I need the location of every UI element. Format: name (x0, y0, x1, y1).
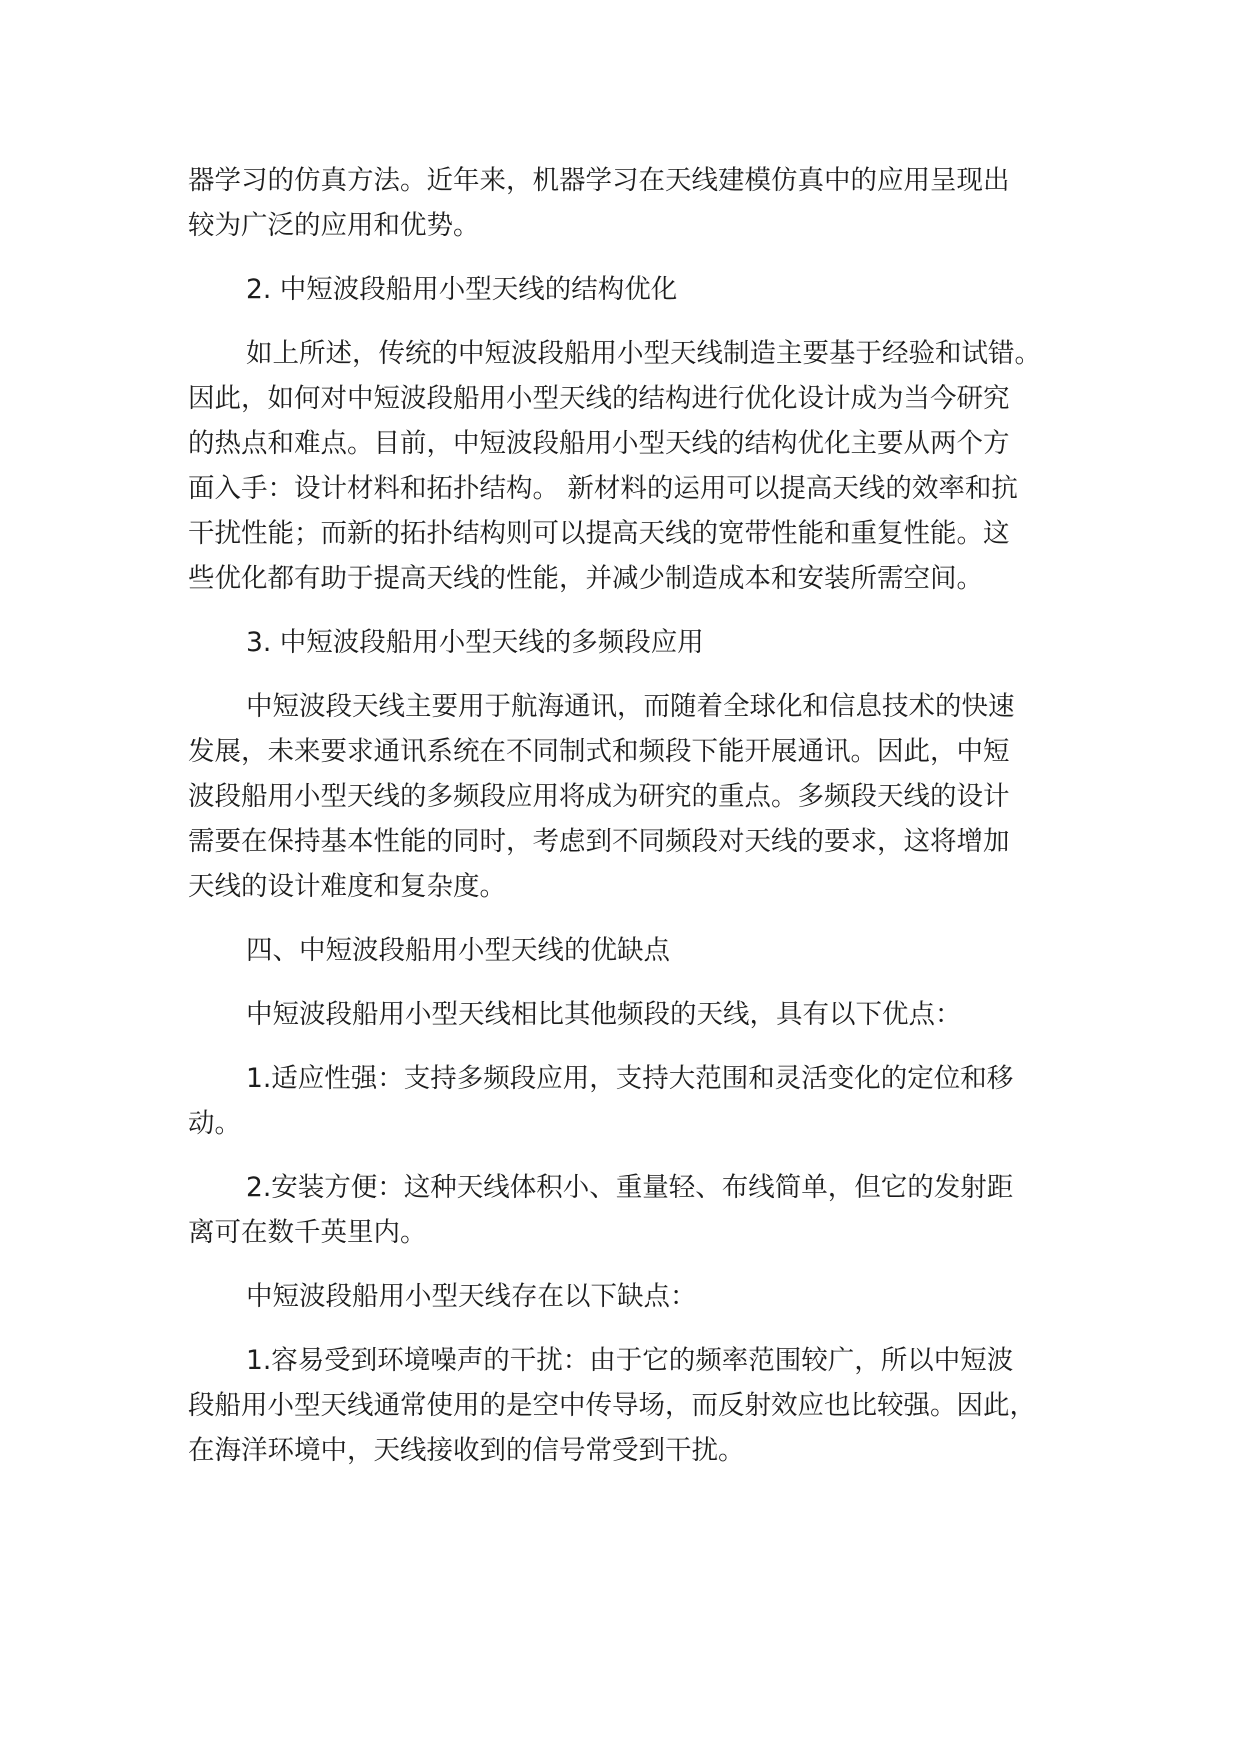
text-line: 的热点和难点。目前，中短波段船用小型天线的结构优化主要从两个方 (188, 428, 1010, 459)
paragraph (188, 1165, 1083, 1255)
document-body (188, 158, 1083, 1492)
text-line: 1.容易受到环境噪声的干扰：由于它的频率范围较广，所以中短波 (246, 1345, 1014, 1376)
text-line: 3. 中短波段船用小型天线的多频段应用 (246, 627, 704, 658)
text-line: 中短波段天线主要用于航海通讯，而随着全球化和信息技术的快速 (246, 691, 1015, 722)
text-line: 较为广泛的应用和优势。 (188, 210, 480, 241)
text-line: 天线的设计难度和复杂度。 (188, 871, 506, 902)
text-line: 2. 中短波段船用小型天线的结构优化 (246, 274, 678, 305)
text-line: 四、中短波段船用小型天线的优缺点 (246, 935, 670, 966)
paragraph (188, 1274, 1083, 1319)
text-line: 离可在数千英里内。 (188, 1217, 427, 1248)
text-line: 2.安装方便：这种天线体积小、重量轻、布线简单，但它的发射距 (246, 1172, 1014, 1203)
text-line: 波段船用小型天线的多频段应用将成为研究的重点。多频段天线的设计 (188, 781, 1010, 812)
section-heading (188, 620, 1083, 665)
text-line: 发展，未来要求通讯系统在不同制式和频段下能开展通讯。因此，中短 (188, 736, 1010, 767)
paragraph (188, 992, 1083, 1037)
text-line: 中短波段船用小型天线存在以下缺点： (246, 1281, 697, 1312)
section-heading (188, 267, 1083, 312)
text-line: 器学习的仿真方法。近年来，机器学习在天线建模仿真中的应用呈现出 (188, 165, 1010, 196)
text-line: 中短波段船用小型天线相比其他频段的天线，具有以下优点： (246, 999, 962, 1030)
text-line: 需要在保持基本性能的同时，考虑到不同频段对天线的要求，这将增加 (188, 826, 1010, 857)
paragraph (188, 684, 1083, 909)
text-line: 些优化都有助于提高天线的性能，并减少制造成本和安装所需空间。 (188, 563, 983, 594)
paragraph (188, 158, 1083, 248)
text-line: 在海洋环境中，天线接收到的信号常受到干扰。 (188, 1435, 745, 1466)
text-line: 因此，如何对中短波段船用小型天线的结构进行优化设计成为当今研究 (188, 383, 1010, 414)
text-line: 段船用小型天线通常使用的是空中传导场，而反射效应也比较强。因此， (188, 1390, 1036, 1421)
text-line: 动。 (188, 1108, 241, 1139)
text-line: 干扰性能；而新的拓扑结构则可以提高天线的宽带性能和重复性能。这 (188, 518, 1010, 549)
section-heading (188, 928, 1083, 973)
paragraph (188, 331, 1083, 601)
text-line: 1.适应性强：支持多频段应用，支持大范围和灵活变化的定位和移 (246, 1063, 1014, 1094)
text-line: 面入手：设计材料和拓扑结构。 新材料的运用可以提高天线的效率和抗 (188, 473, 1018, 504)
text-line: 如上所述，传统的中短波段船用小型天线制造主要基于经验和试错。 (246, 338, 1041, 369)
paragraph (188, 1338, 1083, 1473)
paragraph (188, 1056, 1083, 1146)
